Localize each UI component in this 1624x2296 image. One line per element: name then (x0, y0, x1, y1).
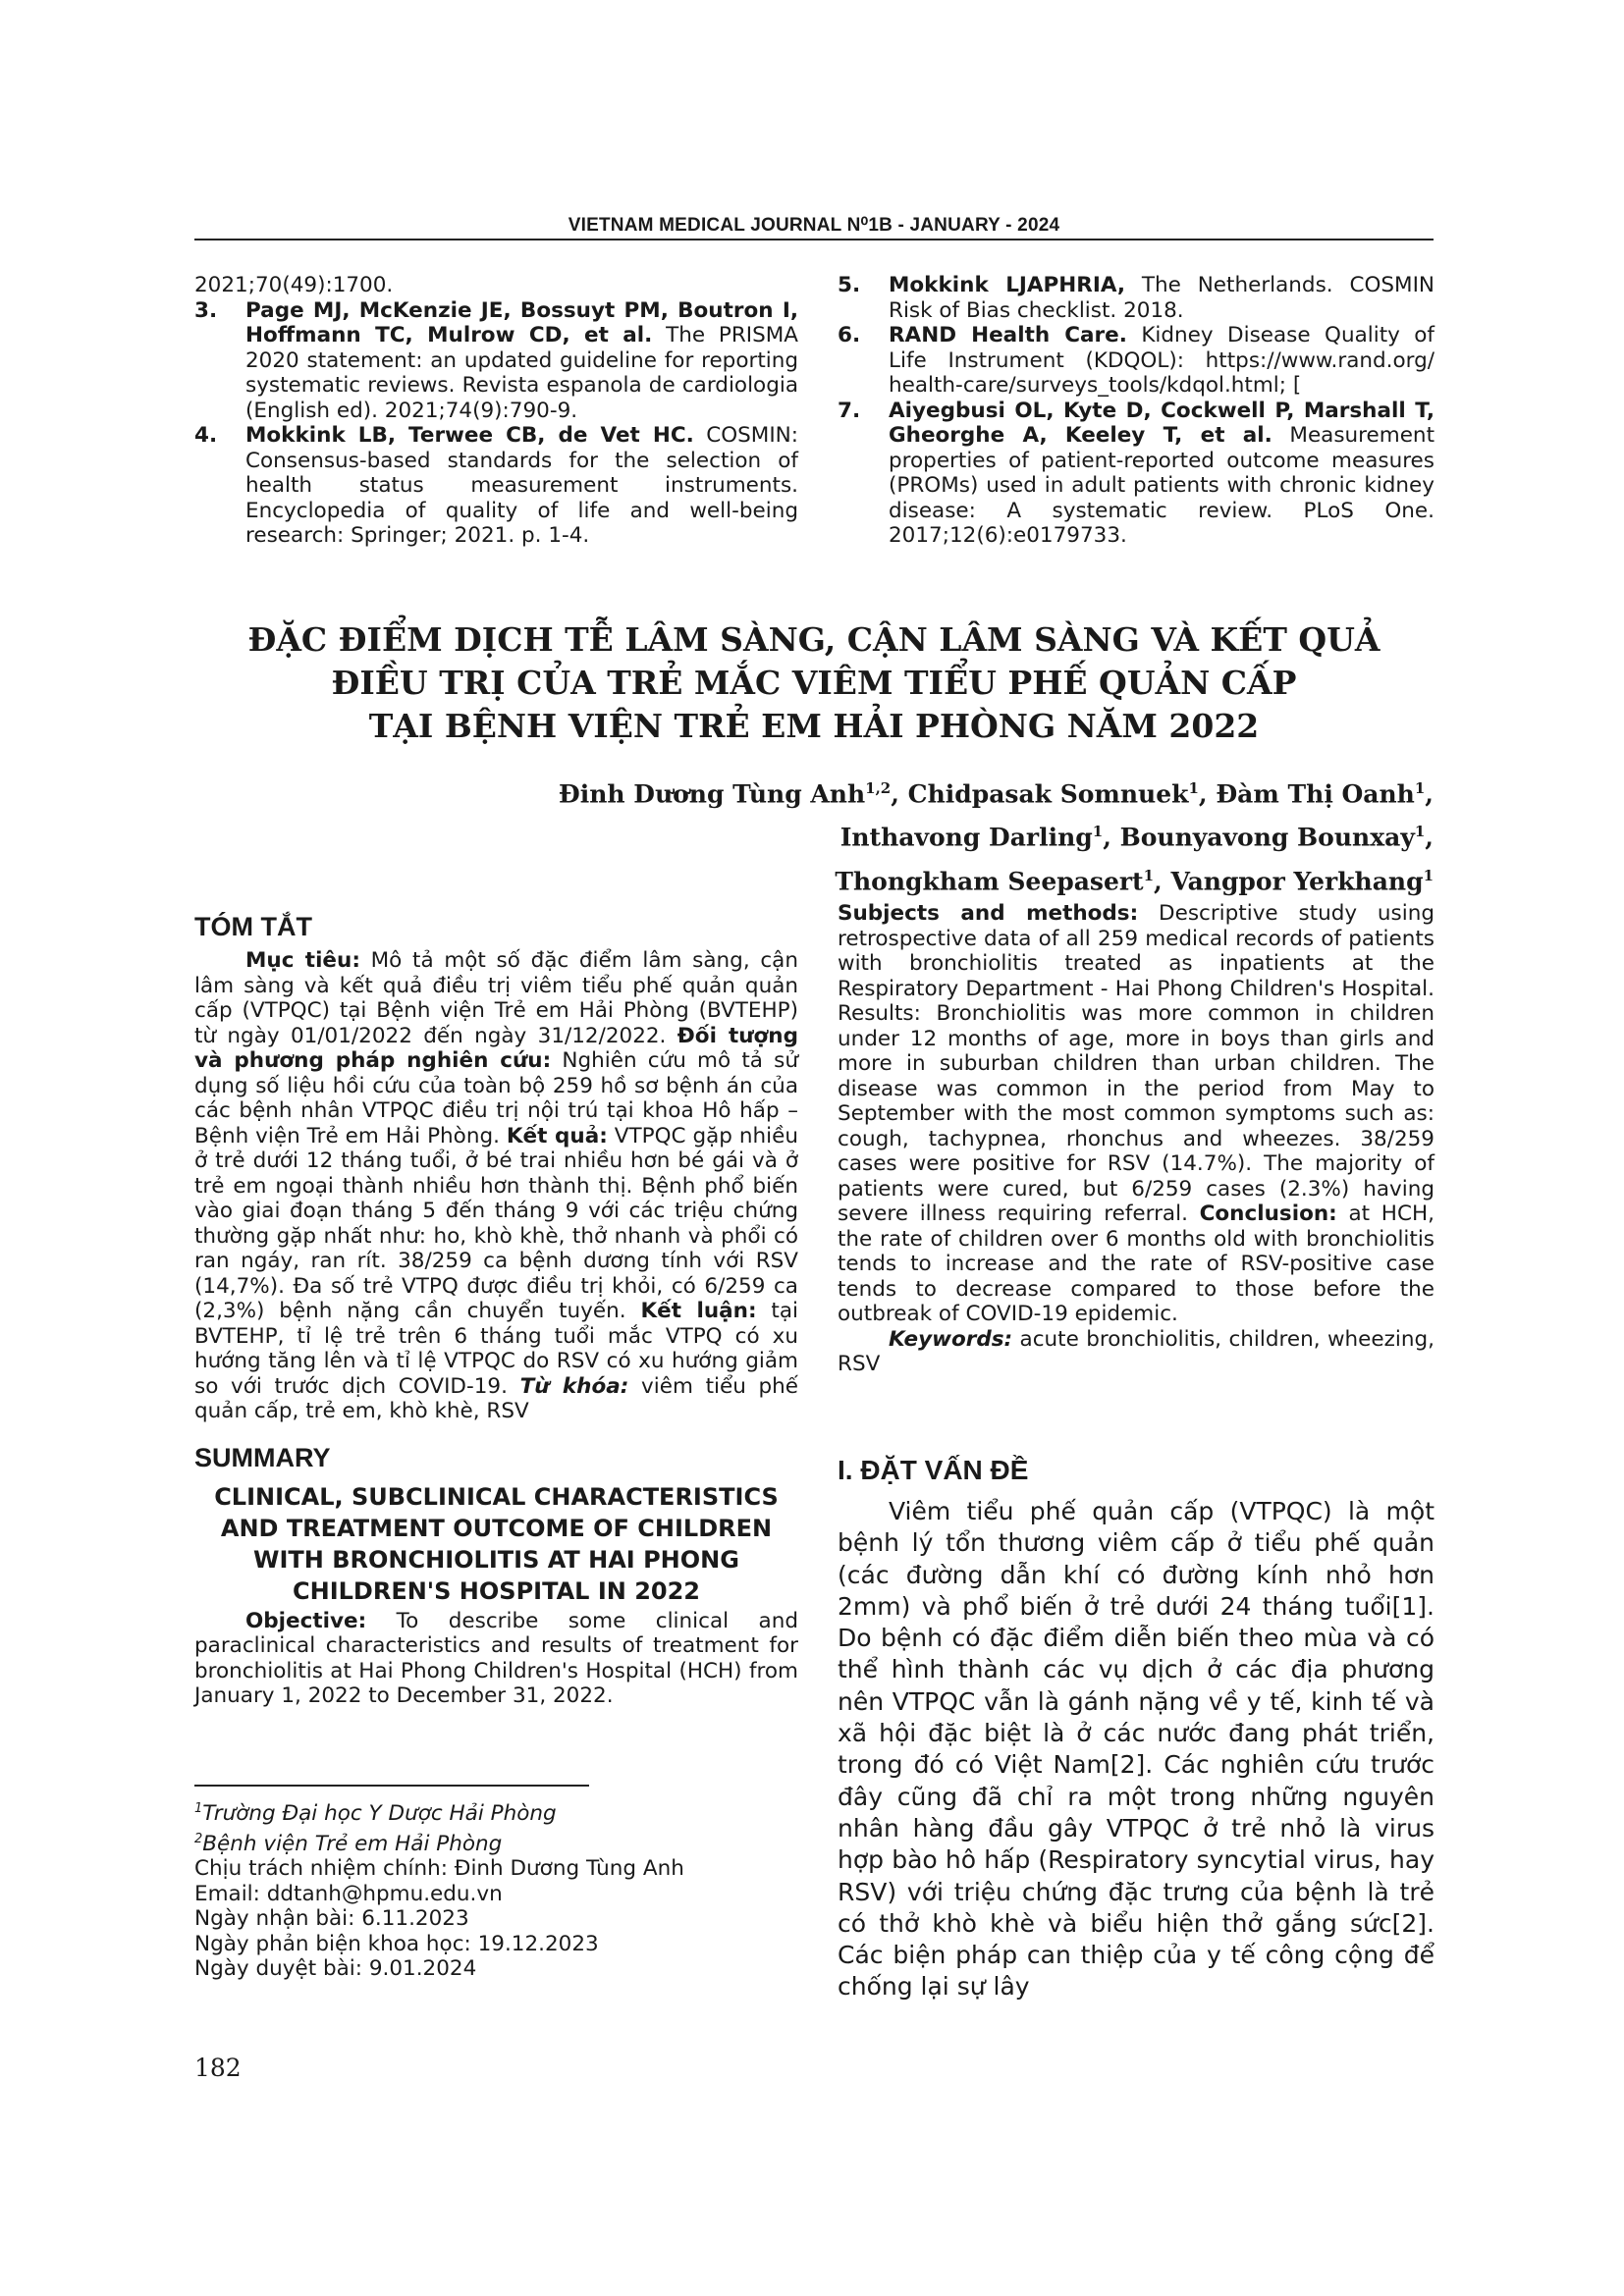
summary-title-line: WITH BRONCHIOLITIS AT HAI PHONG (253, 1545, 739, 1574)
conclusion-text: tại BVTEHP, tỉ lệ trẻ trên 6 tháng tuổi mắc VTPQ có xu hướng tăng lên và tỉ lệ VTPQC do RSV có xu hướng giảm so với trước dịch COVID-19. (194, 1299, 799, 1399)
reference-item (838, 323, 1435, 399)
results-label: Kết quả: (506, 1123, 608, 1148)
affiliation-2 (194, 1827, 798, 1857)
affiliation-marker: 1,2 (865, 779, 892, 797)
affiliation-text: Trường Đại học Y Dược Hải Phòng (202, 1801, 557, 1827)
reference-authors: Mokkink LJAPHRIA, (889, 273, 1126, 297)
summary-keywords-label: Keywords: (889, 1326, 1013, 1352)
reference-number: 3. (194, 297, 218, 323)
title-line: ĐẶC ĐIỂM DỊCH TỄ LÂM SÀNG, CẬN LÂM SÀNG VÀ KẾT QUẢ (247, 620, 1380, 659)
summary-methods-text: Descriptive study using retrospective data of all 259 medical records of patients with bronchiolitis treated as inpatients at the Respiratory Department - Hai Phong Children's Hospital. Results: Bronchiolitis was more common in children under 12 months of age, more in boys than girls and more in suburban children than urban children. The disease was common in the period from May to September with the most common symptoms such as: cough, tachypnea, rhonchus and wheezes. 38/259 cases were positive for RSV (14.7%). The majority of patients were cured, but 6/259 cases (2.3%) having severe illness requiring referral. (838, 901, 1435, 1226)
title-line: TẠI BỆNH VIỆN TRẺ EM HẢI PHÒNG NĂM 2022 (368, 707, 1260, 745)
author-name: Vangpor Yerkhang (1170, 866, 1424, 895)
reference-item (838, 399, 1435, 549)
introduction-section (838, 1445, 1435, 2003)
results-text: VTPQC gặp nhiều ở trẻ dưới 12 tháng tuổi, ở bé trai nhiều hơn bé gái và ở trẻ em ngoại thành nhiều hơn thành thị. Bệnh phổ biến vào giai đoạn tháng 5 đến tháng 9 với các triệu chứng thường gặp nhất như: ho, khò khè, thở nhanh và phổi có ran ngáy, ran rít. 38/259 ca bệnh dương tính với RSV (14,7%). Đa số trẻ VTPQ được điều trị khỏi, có 6/259 ca (2,3%) bệnh nặng cần chuyển tuyến. (194, 1123, 798, 1323)
reference-text: COSMIN: Consensus-based standards for the selection of health status measurement instruments. Encyclopedia of quality of life and well-being research: Springer; 2021. p. 1-4. (245, 423, 798, 548)
affiliation-1 (194, 1796, 798, 1827)
date-approved: Ngày duyệt bài: 9.01.2024 (194, 1956, 477, 1982)
summary-heading: SUMMARY (194, 1442, 331, 1472)
reference-item (838, 273, 1435, 323)
page-number: 182 (194, 2054, 242, 2082)
objective-text: Mô tả một số đặc điểm lâm sàng, cận lâm sàng và kết quả điều trị viêm tiểu phế quản quản cấp (VTPQC) tại Bệnh viện Trẻ em Hải Phòng (BVTEHP) từ ngày 01/01/2022 đến ngày 31/12/2022. (194, 948, 798, 1048)
author-name: Đàm Thị Oanh (1216, 779, 1415, 809)
introduction-text: Viêm tiểu phế quản cấp (VTPQC) là một bệnh lý tổn thương viêm cấp ở tiểu phế quản (các đường dẫn khí có đường kính nhỏ hơn 2mm) và phổ biến ở trẻ dưới 24 tháng tuổi[1]. Do bệnh có đặc điểm diễn biến theo mùa và có thể hình thành các vụ dịch ở các địa phương nên VTPQC vẫn là gánh nặng về y tế, kinh tế và xã hội đặc biệt là ở các nước đang phát triển, trong đó có Việt Nam[2]. Các nghiên cứu trước đây cũng đã chỉ ra một trong những nguyên nhân hàng đầu gây VTPQC ở trẻ nhỏ là virus hợp bào hô hấp (Respiratory syncytial virus, hay RSV) với triệu chứng đặc trưng của bệnh là trẻ có thở khò khè và biểu hiện thở gắng sức[2]. Các biện pháp can thiệp của y tế công cộng để chống lại sự lây (838, 1497, 1435, 2002)
reference-number: 4. (194, 423, 218, 448)
references-right (838, 273, 1435, 549)
date-received: Ngày nhận bài: 6.11.2023 (194, 1906, 469, 1932)
reference-text: Measurement properties of patient-reported outcome measures (PROMs) used in adult patients with chronic kidney disease: A systematic review. PLoS One. 2017;12(6):e0179733. (889, 423, 1435, 548)
summary-continued (838, 901, 1435, 1327)
author-name: Chidpasak Somnuek (907, 779, 1189, 809)
keywords-text: viêm tiểu phế quản cấp, trẻ em, khò khè, RSV (194, 1373, 799, 1423)
author-line: Thongkham Seepasert$^1$, Vangpor Yerkhang$^1$ (835, 866, 1434, 895)
reference-item (194, 423, 798, 549)
summary-conclusion-label: Conclusion: (1199, 1201, 1337, 1226)
summary-keywords (838, 1327, 1435, 1377)
reference-text: Kidney Disease Quality of Life Instrument (KDQOL): https://www.rand.org/ health-care/surveys_tools/kdqol.html; [ (889, 323, 1435, 398)
objective-label: Mục tiêu: (245, 948, 360, 973)
affiliation-marker: 1 (1423, 866, 1434, 884)
methods-label: Đối tượng và phương pháp nghiên cứu: (194, 1023, 799, 1073)
article-title (194, 618, 1434, 748)
methods-text: Nghiên cứu mô tả sử dụng số liệu hồi cứu của toàn bộ 259 hồ sơ bệnh án của các bệnh nhân VTPQC điều trị nội trú tại khoa Hô hấp – Bệnh viện Trẻ em Hải Phòng. (194, 1048, 798, 1148)
affiliation-text: Bệnh viện Trẻ em Hải Phòng (202, 1831, 503, 1856)
header-rule (194, 239, 1434, 240)
summary-title (194, 1481, 798, 1607)
summary-objective (194, 1609, 798, 1709)
footnote-rule (194, 1785, 589, 1787)
introduction-heading: I. ĐẶT VẤN ĐỀ (838, 1455, 1029, 1485)
reference-item (194, 273, 798, 298)
summary-title-line: AND TREATMENT OUTCOME OF CHILDREN (220, 1514, 773, 1542)
reference-text: The PRISMA 2020 statement: an updated guideline for reporting systematic reviews. Revista espanola de cardiologia (English ed). 2021;74(9):790-9. (245, 323, 798, 423)
reference-number: 7. (838, 398, 861, 423)
footnotes (194, 1796, 798, 1982)
summary-objective-label: Objective: (245, 1608, 367, 1633)
author-name: Đinh Dương Tùng Anh (558, 779, 866, 809)
affiliation-marker: 1 (1414, 779, 1426, 797)
author-line: Đinh Dương Tùng Anh$^{1,2}$, Chidpasak Somnuek$^1$, Đàm Thị Oanh$^1$, (558, 779, 1434, 809)
affiliation-marker: 2 (194, 1831, 203, 1846)
reference-authors: RAND Health Care. (889, 323, 1127, 347)
references-left (194, 273, 798, 549)
title-line: ĐIỀU TRỊ CỦA TRẺ MẮC VIÊM TIỂU PHẾ QUẢN CẤP (331, 664, 1297, 702)
author-list (452, 770, 1434, 900)
reference-authors: Page MJ, McKenzie JE, Bossuyt PM, Boutron I, Hoffmann TC, Mulrow CD, et al. (245, 297, 798, 347)
responsible-author: Chịu trách nhiệm chính: Đinh Dương Tùng Anh (194, 1856, 684, 1882)
affiliation-marker: 1 (194, 1801, 203, 1816)
abstract-heading: TÓM TẮT (194, 912, 312, 941)
affiliation-marker: 1 (1414, 823, 1426, 841)
abstract-left-column (194, 901, 798, 1709)
reference-number: 6. (838, 323, 861, 347)
affiliation-marker: 1 (1143, 866, 1155, 884)
contact-email: Email: ddtanh@hpmu.edu.vn (194, 1881, 503, 1906)
running-header: VIETNAM MEDICAL JOURNAL N⁰1B - JANUARY - 2024 (568, 215, 1060, 236)
reference-item (194, 298, 798, 424)
summary-title-line: CHILDREN'S HOSPITAL IN 2022 (293, 1576, 700, 1605)
reference-authors: Mokkink LB, Terwee CB, de Vet HC. (245, 423, 694, 448)
summary-methods-label: Subjects and methods: (838, 901, 1139, 926)
author-name: Inthavong Darling (839, 823, 1093, 852)
summary-conclusion-text: at HCH, the rate of children over 6 months old with bronchiolitis tends to increase and the rate of RSV-positive case tends to decrease compared to those before the outbreak of COVID-19 epidemic. (838, 1201, 1435, 1326)
reference-number: 5. (838, 273, 861, 297)
abstract-vi-text (194, 948, 798, 1424)
author-name: Bounyavong Bounxay (1119, 823, 1415, 852)
abstract-right-column (838, 901, 1435, 1377)
author-line: Inthavong Darling$^1$, Bounyavong Bounxay$^1$, (839, 823, 1434, 852)
conclusion-label: Kết luận: (640, 1299, 757, 1323)
affiliation-marker: 1 (1188, 779, 1199, 797)
summary-title-line: CLINICAL, SUBCLINICAL CHARACTERISTICS (214, 1482, 779, 1511)
summary-objective-text: To describe some clinical and paraclinical characteristics and results of treatment for bronchiolitis at Hai Phong Children's Hospital (HCH) from January 1, 2022 to December 31, 2022. (194, 1608, 798, 1708)
keywords-label: Từ khóa: (519, 1373, 629, 1399)
reference-authors: Aiyegbusi OL, Kyte D, Cockwell P, Marshall T, Gheorghe A, Keeley T, et al. (889, 398, 1435, 448)
summary-keywords-text: acute bronchiolitis, children, wheezing, RSV (838, 1326, 1435, 1376)
date-reviewed: Ngày phản biện khoa học: 19.12.2023 (194, 1931, 599, 1956)
affiliation-marker: 1 (1092, 823, 1104, 841)
reference-text: 2021;70(49):1700. (194, 273, 394, 297)
reference-text: The Netherlands. COSMIN Risk of Bias checklist. 2018. (889, 273, 1435, 323)
author-name: Thongkham Seepasert (835, 866, 1144, 895)
